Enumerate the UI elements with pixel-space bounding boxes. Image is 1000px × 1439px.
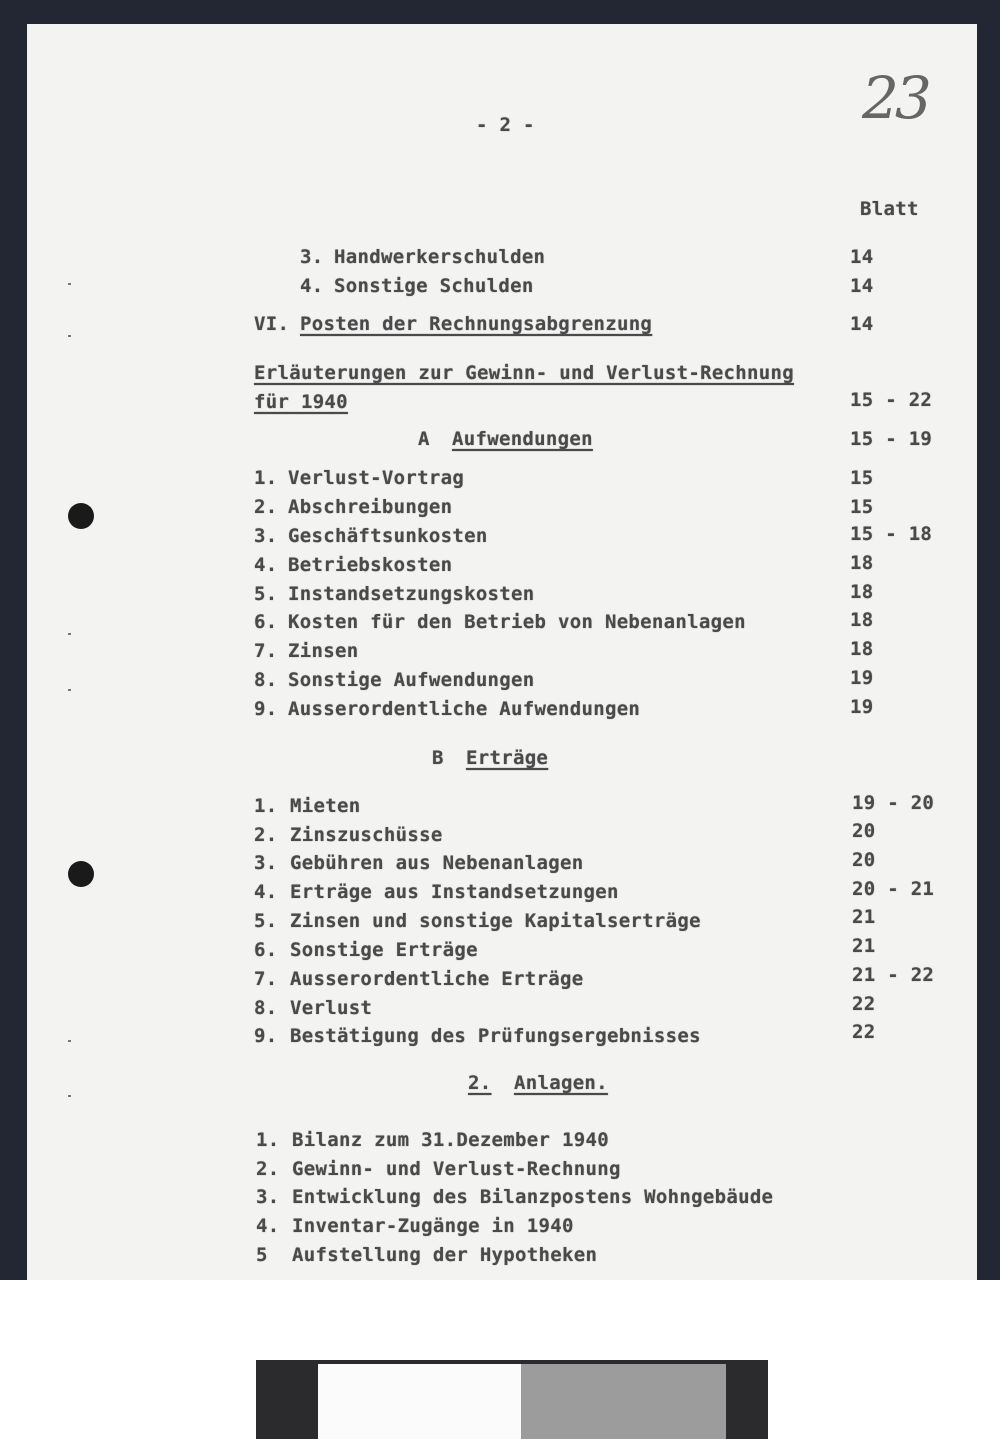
list-item-pages: 19	[850, 667, 874, 689]
list-item-number: 2.	[254, 824, 278, 846]
explanations-heading-line1: Erläuterungen zur Gewinn- und Verlust-Rechnung	[254, 362, 794, 384]
annex-heading: Anlagen.	[514, 1072, 608, 1094]
list-item-number: 2.	[254, 496, 278, 518]
list-item-number: 8.	[254, 669, 278, 691]
list-item-number: 3.	[254, 525, 278, 547]
list-item-pages: 14	[850, 246, 874, 268]
explanations-pages: 15 - 22	[850, 389, 933, 411]
section-a-pages: 15 - 19	[850, 428, 933, 450]
list-item-label: Ausserordentliche Aufwendungen	[288, 698, 641, 720]
list-item-label: Verlust	[290, 997, 373, 1019]
list-item-pages: 19	[850, 696, 874, 718]
list-item-pages: 21	[852, 906, 876, 928]
list-item-number: 7.	[254, 640, 278, 662]
section-b-heading: Erträge	[466, 747, 549, 769]
list-item-number: 2.	[256, 1158, 280, 1180]
list-item-label: Mieten	[290, 795, 361, 817]
list-item-label: Bestätigung des Prüfungsergebnisses	[290, 1025, 701, 1047]
punch-hole-top	[68, 503, 94, 529]
list-item-number: 1.	[254, 795, 278, 817]
list-item-pages: 18	[850, 552, 874, 574]
list-item-number: 5	[256, 1244, 268, 1266]
list-item-number: 9.	[254, 698, 278, 720]
list-item-pages: 20 - 21	[852, 878, 935, 900]
list-item-pages: 15	[850, 467, 874, 489]
list-item-label: Inventar-Zugänge in 1940	[292, 1215, 574, 1237]
calibration-patch-white	[318, 1364, 521, 1439]
list-item-pages: 15	[850, 496, 874, 518]
margin-tick	[68, 1040, 71, 1042]
section-vi-heading: Posten der Rechnungsabgrenzung	[300, 313, 653, 335]
list-item-pages: 20	[852, 820, 876, 842]
list-item-label: Entwicklung des Bilanzpostens Wohngebäude	[292, 1186, 774, 1208]
explanations-heading-line2: für 1940	[254, 391, 348, 413]
list-item-number: 4.	[300, 275, 324, 297]
annex-heading-number: 2.	[468, 1072, 492, 1094]
list-item-number: 7.	[254, 968, 278, 990]
list-item-number: 3.	[256, 1186, 280, 1208]
calibration-patch-gray	[521, 1364, 726, 1439]
list-item-label: Sonstige Aufwendungen	[288, 669, 535, 691]
section-vi-number: VI.	[254, 313, 290, 335]
list-item-pages: 18	[850, 581, 874, 603]
list-item-number: 5.	[254, 910, 278, 932]
list-item-label: Verlust-Vortrag	[288, 467, 465, 489]
section-a-heading: Aufwendungen	[452, 428, 593, 450]
list-item-label: Instandsetzungskosten	[288, 583, 535, 605]
section-a-letter: A	[418, 428, 430, 450]
list-item-pages: 22	[852, 1021, 876, 1043]
list-item-label: Abschreibungen	[288, 496, 453, 518]
list-item-pages: 21 - 22	[852, 964, 935, 986]
list-item-label: Zinsen und sonstige Kapitalserträge	[290, 910, 701, 932]
section-b-letter: B	[432, 747, 444, 769]
list-item-pages: 18	[850, 638, 874, 660]
list-item-number: 4.	[256, 1215, 280, 1237]
list-item-label: Gebühren aus Nebenanlagen	[290, 852, 584, 874]
list-item-label: Erträge aus Instandsetzungen	[290, 881, 619, 903]
list-item-number: 4.	[254, 554, 278, 576]
list-item-pages: 21	[852, 935, 876, 957]
margin-tick	[68, 689, 71, 691]
list-item-label: Kosten für den Betrieb von Nebenanlagen	[288, 611, 746, 633]
list-item-label: Geschäftsunkosten	[288, 525, 488, 547]
list-item-number: 5.	[254, 583, 278, 605]
list-item-number: 3.	[254, 852, 278, 874]
punch-hole-bottom	[68, 861, 94, 887]
margin-tick	[68, 633, 71, 635]
list-item-number: 1.	[254, 467, 278, 489]
list-item-label: Handwerkerschulden	[334, 246, 546, 268]
list-item-pages: 18	[850, 609, 874, 631]
list-item-number: 6.	[254, 939, 278, 961]
list-item-label: Betriebskosten	[288, 554, 453, 576]
list-item-pages: 20	[852, 849, 876, 871]
section-vi-pages: 14	[850, 313, 874, 335]
margin-tick	[68, 335, 71, 337]
column-header-blatt: Blatt	[860, 198, 919, 220]
list-item-label: Ausserordentliche Erträge	[290, 968, 584, 990]
document-page	[27, 24, 977, 1280]
list-item-number: 3.	[300, 246, 324, 268]
list-item-number: 1.	[256, 1129, 280, 1151]
margin-tick	[68, 283, 71, 285]
list-item-label: Bilanz zum 31.Dezember 1940	[292, 1129, 609, 1151]
list-item-label: Sonstige Schulden	[334, 275, 534, 297]
list-item-label: Sonstige Erträge	[290, 939, 478, 961]
list-item-label: Zinszuschüsse	[290, 824, 443, 846]
list-item-pages: 22	[852, 993, 876, 1015]
list-item-number: 8.	[254, 997, 278, 1019]
list-item-label: Gewinn- und Verlust-Rechnung	[292, 1158, 621, 1180]
list-item-pages: 19 - 20	[852, 792, 935, 814]
handwritten-folio-number: 23	[862, 64, 928, 132]
list-item-label: Zinsen	[288, 640, 359, 662]
list-item-number: 6.	[254, 611, 278, 633]
page-number: - 2 -	[476, 114, 535, 136]
margin-tick	[68, 1095, 71, 1097]
list-item-label: Aufstellung der Hypotheken	[292, 1244, 598, 1266]
list-item-pages: 15 - 18	[850, 523, 933, 545]
list-item-pages: 14	[850, 275, 874, 297]
list-item-number: 9.	[254, 1025, 278, 1047]
list-item-number: 4.	[254, 881, 278, 903]
